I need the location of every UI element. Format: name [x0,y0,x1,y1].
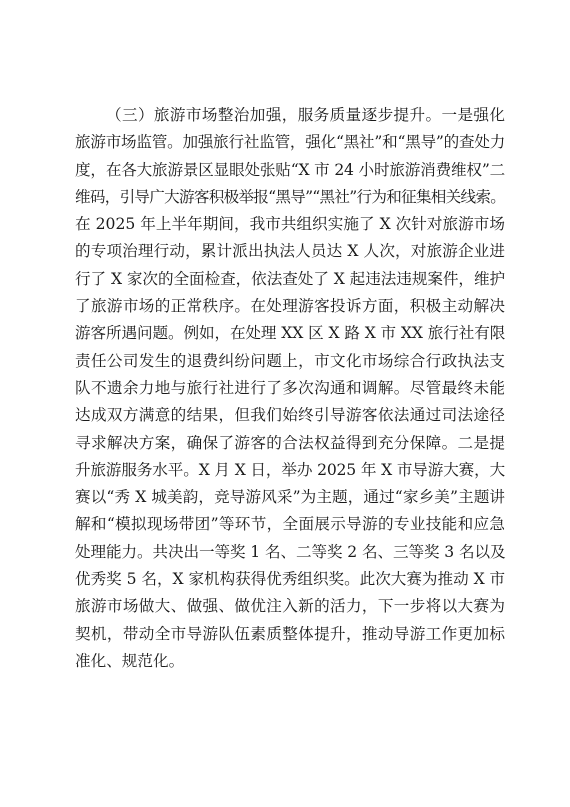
paragraph-line: 行了 X 家次的全面检查，依法查处了 X 起违法违规案件，维护 [75,269,505,288]
paragraph-line: 准化、规范化。 [75,651,185,670]
paragraph-line: （三）旅游市场整治加强，服务质量逐步提升。一是强化 [106,106,505,124]
paragraph-line: 寻求解决方案，确保了游客的合法权益得到充分保障。二是提 [75,433,505,452]
paragraph-line: 处理能力。共决出一等奖 1 名、二等奖 2 名、三等奖 3 名以及 [75,542,506,561]
paragraph-line: 游客所遇问题。例如，在处理 XX 区 X 路 X 市 XX 旅行社有限 [75,324,506,343]
paragraph-line: 解和“模拟现场带团”等环节，全面展示导游的专业技能和应急 [75,515,505,534]
paragraph-line: 的专项治理行动，累计派出执法人员达 X 人次，对旅游企业进 [75,242,505,261]
paragraph-line: 维码，引导广大游客积极举报“黑导”“黑社”行为和征集相关线索。 [75,187,505,206]
paragraph-line: 契机，带动全市导游队伍素质整体提升，推动导游工作更加标 [75,624,505,643]
paragraph-line: 旅游市场做大、做强、做优注入新的活力，下一步将以大赛为 [75,597,505,616]
paragraph-line: 在 2025 年上半年期间，我市共组织实施了 X 次针对旅游市场 [75,215,505,234]
paragraph-line: 队不遗余力地与旅行社进行了多次沟通和调解。尽管最终未能 [75,378,505,397]
paragraph-line: 旅游市场监管。加强旅行社监管，强化“黑社”和“黑导”的查处力 [75,133,505,152]
paragraph-line: 了旅游市场的正常秩序。在处理游客投诉方面，积极主动解决 [75,297,505,316]
paragraph-line: 达成双方满意的结果，但我们始终引导游客依法通过司法途径 [75,406,505,425]
paragraph-line: 升旅游服务水平。X 月 X 日，举办 2025 年 X 市导游大赛，大 [75,460,505,479]
paragraph-line: 赛以“秀 X 城美韵，竞导游风采”为主题，通过“家乡美”主题讲 [75,488,505,507]
paragraph-line: 度，在各大旅游景区显眼处张贴“X 市 24 小时旅游消费维权”二 [75,160,505,179]
paragraph-line: 优秀奖 5 名，X 家机构获得优秀组织奖。此次大赛为推动 X 市 [75,570,505,589]
paragraph [75,102,505,675]
paragraph-line: 责任公司发生的退费纠纷问题上，市文化市场综合行政执法支 [75,351,505,370]
